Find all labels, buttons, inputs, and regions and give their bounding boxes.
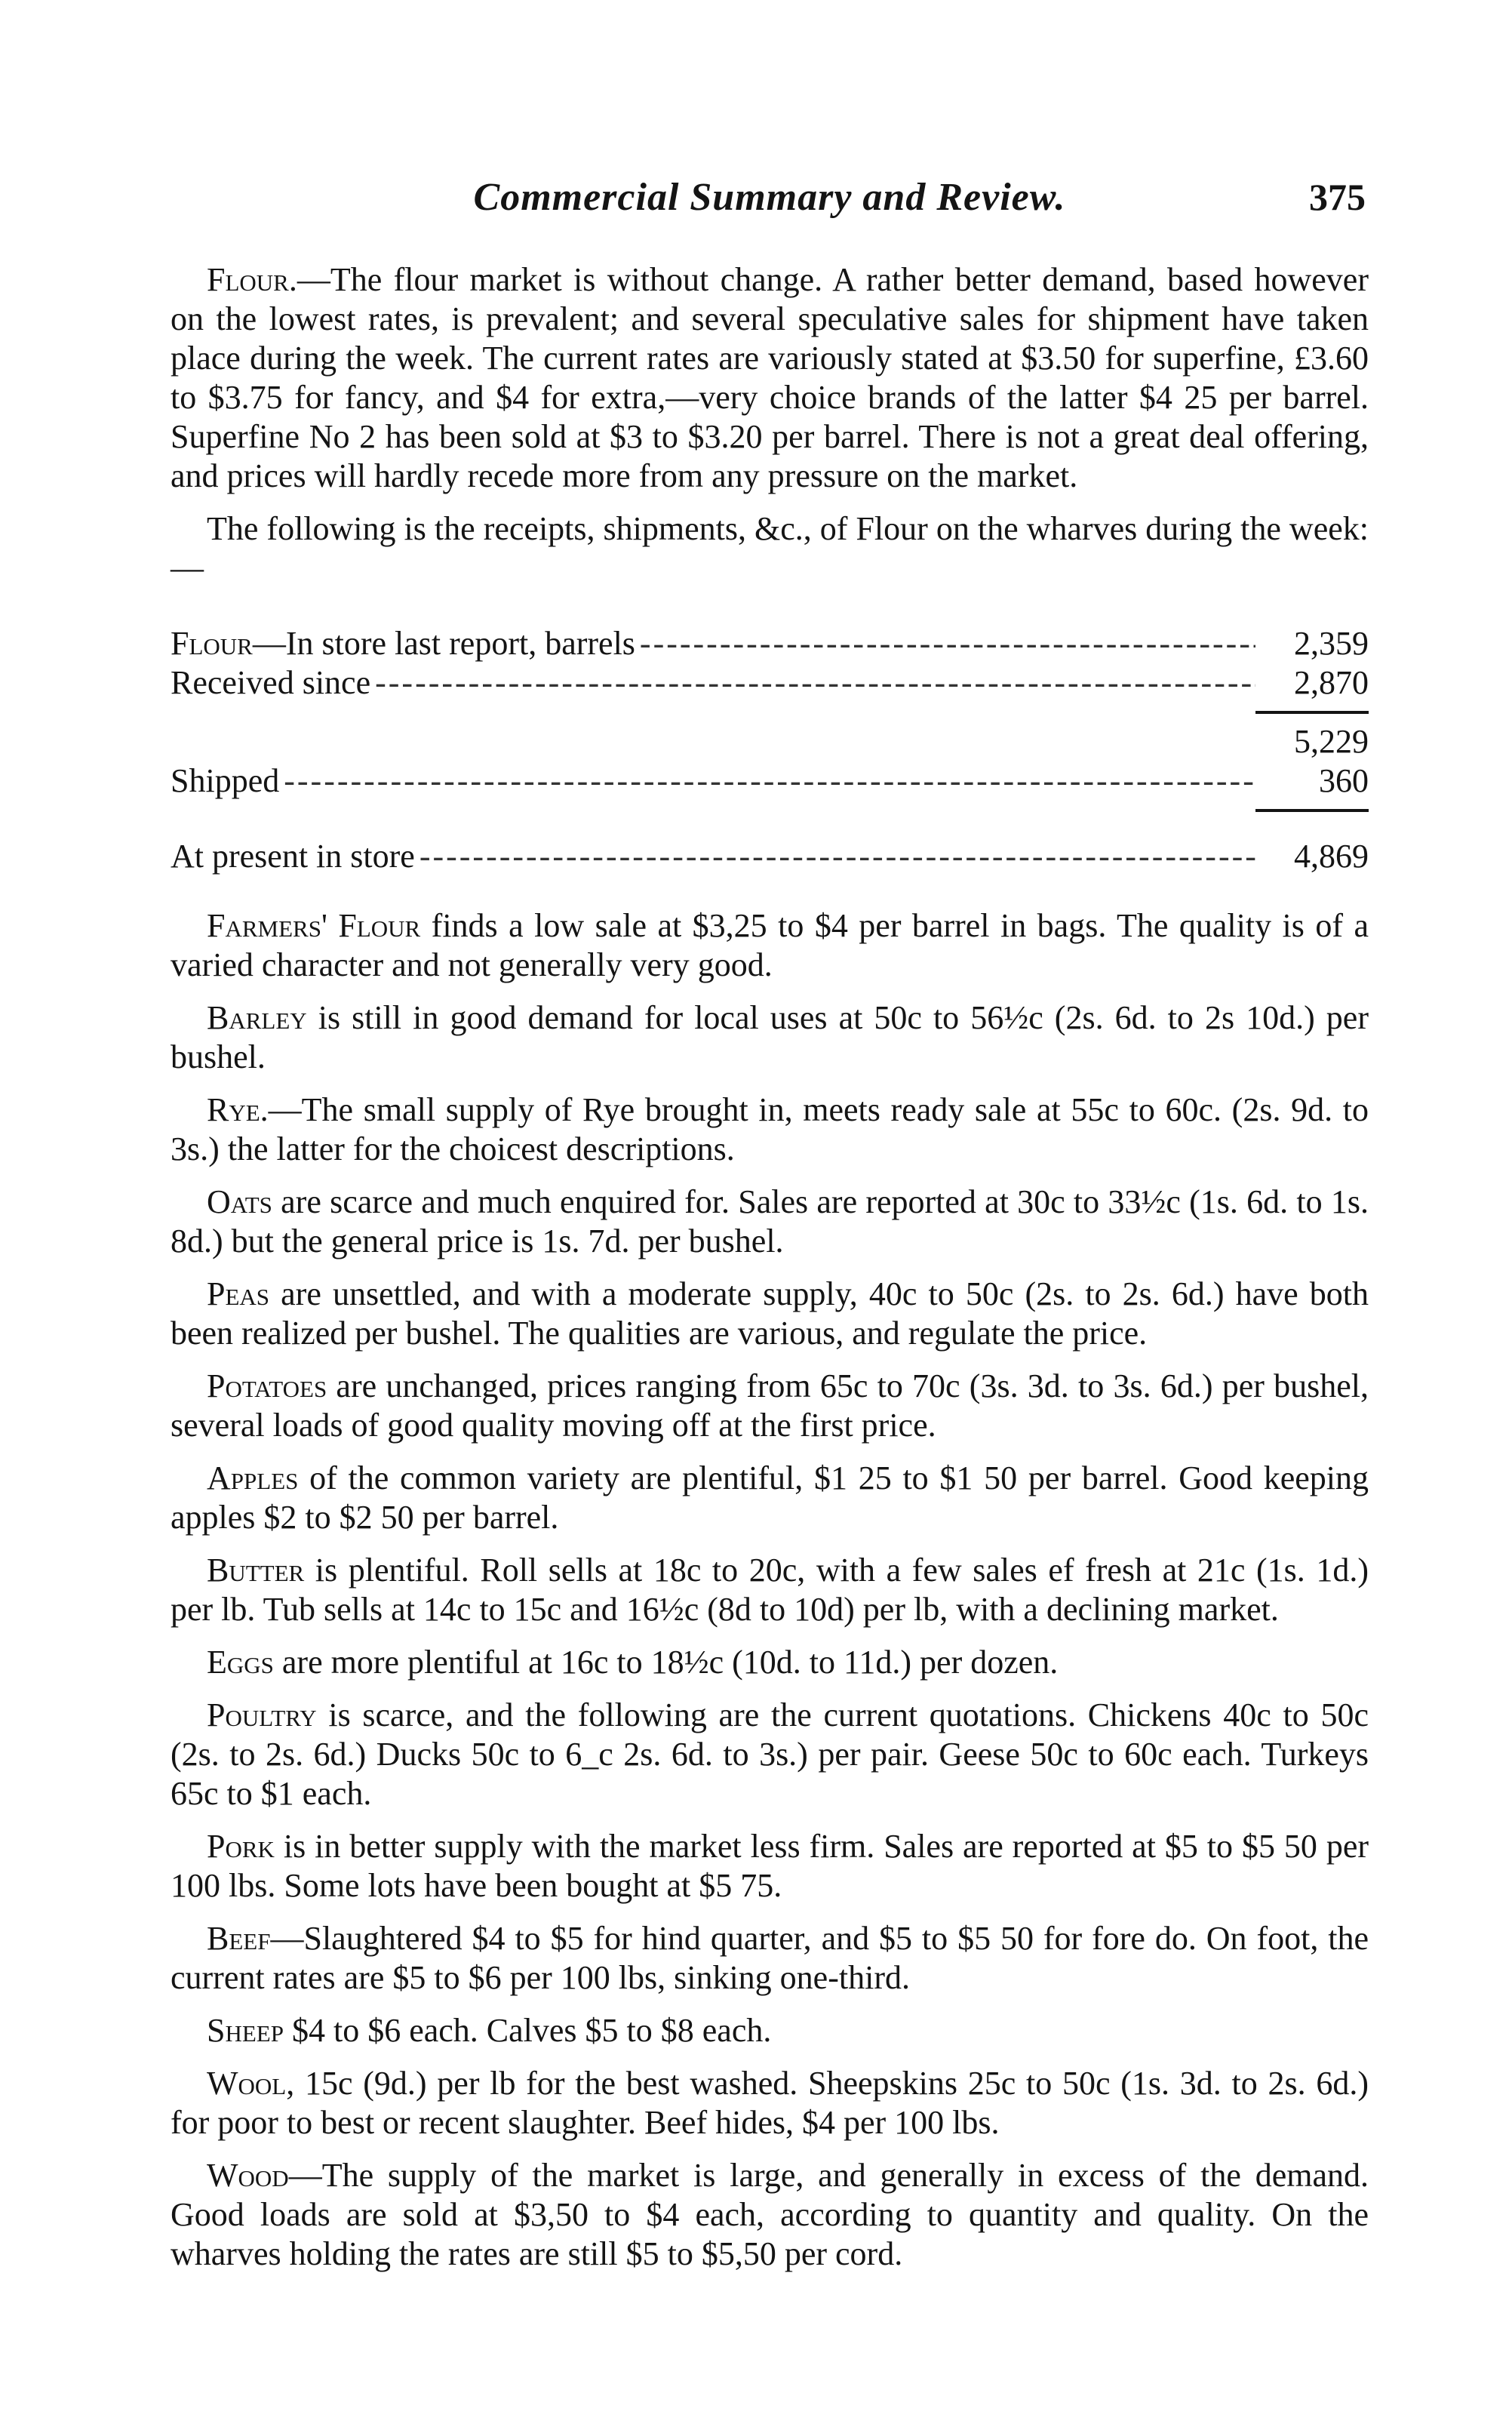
text-flour: —The flour market is without change. A rather better demand, based however on the lowest rates, is prevalent; and several speculative sales for shipment have taken place during the week. The current rates are variously stated at $3.50 for superfine, £3.60 to $3.75 for fancy, and $4 for extra,—very choice brands of the latter $4 25 per barrel. Superfine No 2 has been sold at $3 to $3.20 per barrel. There is not a great deal offering, and prices will hardly recede more from any pressure on the market. — [171, 261, 1369, 494]
paragraph-text: are more plentiful at 16c to 18½c (10d. to 11d.) per dozen. — [273, 1644, 1059, 1681]
leader-dots — [635, 624, 1255, 663]
lead-text: Apples — [207, 1459, 299, 1496]
lead-text: Rye. — [207, 1091, 269, 1128]
paragraph-text: is still in good demand for local uses at 50c to 56½c (2s. 6d. to 2s 10d.) per bushel. — [171, 999, 1369, 1075]
running-title: Commercial Summary and Review. — [473, 176, 1066, 219]
difference-rule — [171, 801, 1369, 820]
lead-text: Pork — [207, 1828, 275, 1865]
paragraph-wool — [171, 2064, 1369, 2142]
paragraph-text: —The supply of the market is large, and generally in excess of the demand. Good loads are sold at $3,50 to $4 each, according to quantity and quality. On the wharves holding the rates are still $5 to $5,50 per cord. — [171, 2157, 1369, 2272]
paragraph-text: are unsettled, and with a moderate supply, 40c to 50c (2s. to 2s. 6d.) have both been realized per bushel. The qualities are various, and regulate the price. — [171, 1275, 1369, 1352]
paragraph-text: of the common variety are plentiful, $1 25 to $1 50 per barrel. Good keeping apples $2 to $2 50 per barrel. — [171, 1459, 1369, 1536]
paragraph-oats — [171, 1183, 1369, 1261]
ledger-value-subtotal: 5,229 — [1294, 723, 1369, 760]
lead-flour: Flour. — [207, 261, 297, 298]
paragraph-beef — [171, 1919, 1369, 1998]
leader-dots — [370, 663, 1255, 703]
paragraph-rye — [171, 1090, 1369, 1169]
paragraph-text: $4 to $6 each. Calves $5 to $8 each. — [283, 2012, 772, 2049]
lead-text: Farmers' Flour — [207, 907, 421, 944]
ledger-label-present: At present in store — [171, 838, 415, 875]
ledger-row-shipped — [171, 761, 1369, 801]
ledger-row-present — [171, 837, 1369, 876]
paragraph-text: are unchanged, prices ranging from 65c to 70c (3s. 3d. to 3s. 6d.) per bushel, several loads of good quality moving off at the first price. — [171, 1367, 1369, 1444]
lead-text: Poultry — [207, 1696, 317, 1733]
paragraph-flour — [171, 260, 1369, 496]
paragraph-poultry — [171, 1696, 1369, 1813]
paragraph-text: —The small supply of Rye brought in, meets ready sale at 55c to 60c. (2s. 9d. to 3s.) the latter for the choicest descriptions. — [171, 1091, 1369, 1167]
paragraph-barley — [171, 998, 1369, 1077]
lead-text: Wool, — [207, 2065, 295, 2102]
paragraph-text: are scarce and much enquired for. Sales are reported at 30c to 33½c (1s. 6d. to 1s. 8d.) but the general price is 1s. 7d. per bushel. — [171, 1183, 1369, 1260]
paragraph-text: 15c (9d.) per lb for the best washed. Sheepskins 25c to 50c (1s. 3d. to 2s. 6d.) for poor to best or recent slaughter. Beef hides, $4 per 100 lbs. — [171, 2065, 1369, 2141]
paragraph-text: is in better supply with the market less firm. Sales are reported at $5 to $5 50 per 100 lbs. Some lots have been bought at $5 75. — [171, 1828, 1369, 1904]
commodity-list — [171, 906, 1369, 2274]
ledger-value-received: 2,870 — [1294, 664, 1369, 701]
lead-text: Wood — [207, 2157, 289, 2194]
ledger-row-received — [171, 663, 1369, 703]
sum-rule — [171, 703, 1369, 722]
ledger-value-in-store: 2,359 — [1294, 625, 1369, 662]
lead-text: Oats — [207, 1183, 272, 1220]
paragraph-farmers-flour — [171, 906, 1369, 985]
article-body — [171, 260, 1369, 2274]
ledger-label-received: Received since — [171, 664, 371, 701]
ledger-row-subtotal — [171, 722, 1369, 761]
leader-dots — [279, 761, 1255, 801]
lead-text: Eggs — [207, 1644, 274, 1681]
leader-dots — [415, 837, 1255, 876]
lead-text: Beef — [207, 1920, 271, 1957]
ledger-row-in-store — [171, 624, 1369, 663]
ledger-lead-flour: Flour — [171, 625, 253, 662]
ledger-value-shipped: 360 — [1319, 762, 1369, 799]
page-header — [174, 175, 1366, 228]
paragraph-pork — [171, 1827, 1369, 1905]
ledger-label-in-store: —In store last report, barrels — [252, 625, 635, 662]
paragraph-butter — [171, 1551, 1369, 1629]
ledger-label-shipped: Shipped — [171, 762, 280, 799]
paragraph-wood — [171, 2156, 1369, 2274]
lead-text: Sheep — [207, 2012, 284, 2049]
lead-text: Peas — [207, 1275, 270, 1312]
page-number: 375 — [1309, 176, 1366, 218]
lead-text: Butter — [207, 1552, 305, 1589]
paragraph-potatoes — [171, 1367, 1369, 1445]
paragraph-text: is scarce, and the following are the current quotations. Chickens 40c to 50c (2s. to 2s. 6d.) Ducks 50c to 6_c 2s. 6d. to 3s.) per pair. Geese 50c to 60c each. Turkeys 65c to $1 each. — [171, 1696, 1369, 1812]
paragraph-peas — [171, 1275, 1369, 1353]
paragraph-text: finds a low sale at $3,25 to $4 per barrel in bags. The quality is of a varied character and not generally very good. — [171, 907, 1369, 983]
ledger-value-present: 4,869 — [1294, 838, 1369, 875]
lead-text: Barley — [207, 999, 307, 1036]
paragraph-text: is plentiful. Roll sells at 18c to 20c, with a few sales ef fresh at 21c (1s. 1d.) per lb. Tub sells at 14c to 15c and 16½c (8d to 10d) per lb, with a declining market. — [171, 1552, 1369, 1628]
lead-text: Potatoes — [207, 1367, 327, 1404]
paragraph-eggs — [171, 1643, 1369, 1682]
paragraph-receipts-intro: The following is the receipts, shipments, &c., of Flour on the wharves during the week:— — [171, 510, 1369, 586]
paragraph-sheep — [171, 2011, 1369, 2050]
flour-ledger — [171, 624, 1369, 876]
paragraph-apples — [171, 1459, 1369, 1537]
paragraph-text: —Slaughtered $4 to $5 for hind quarter, and $5 to $5 50 for fore do. On foot, the current rates are $5 to $6 per 100 lbs, sinking one-third. — [171, 1920, 1369, 1996]
